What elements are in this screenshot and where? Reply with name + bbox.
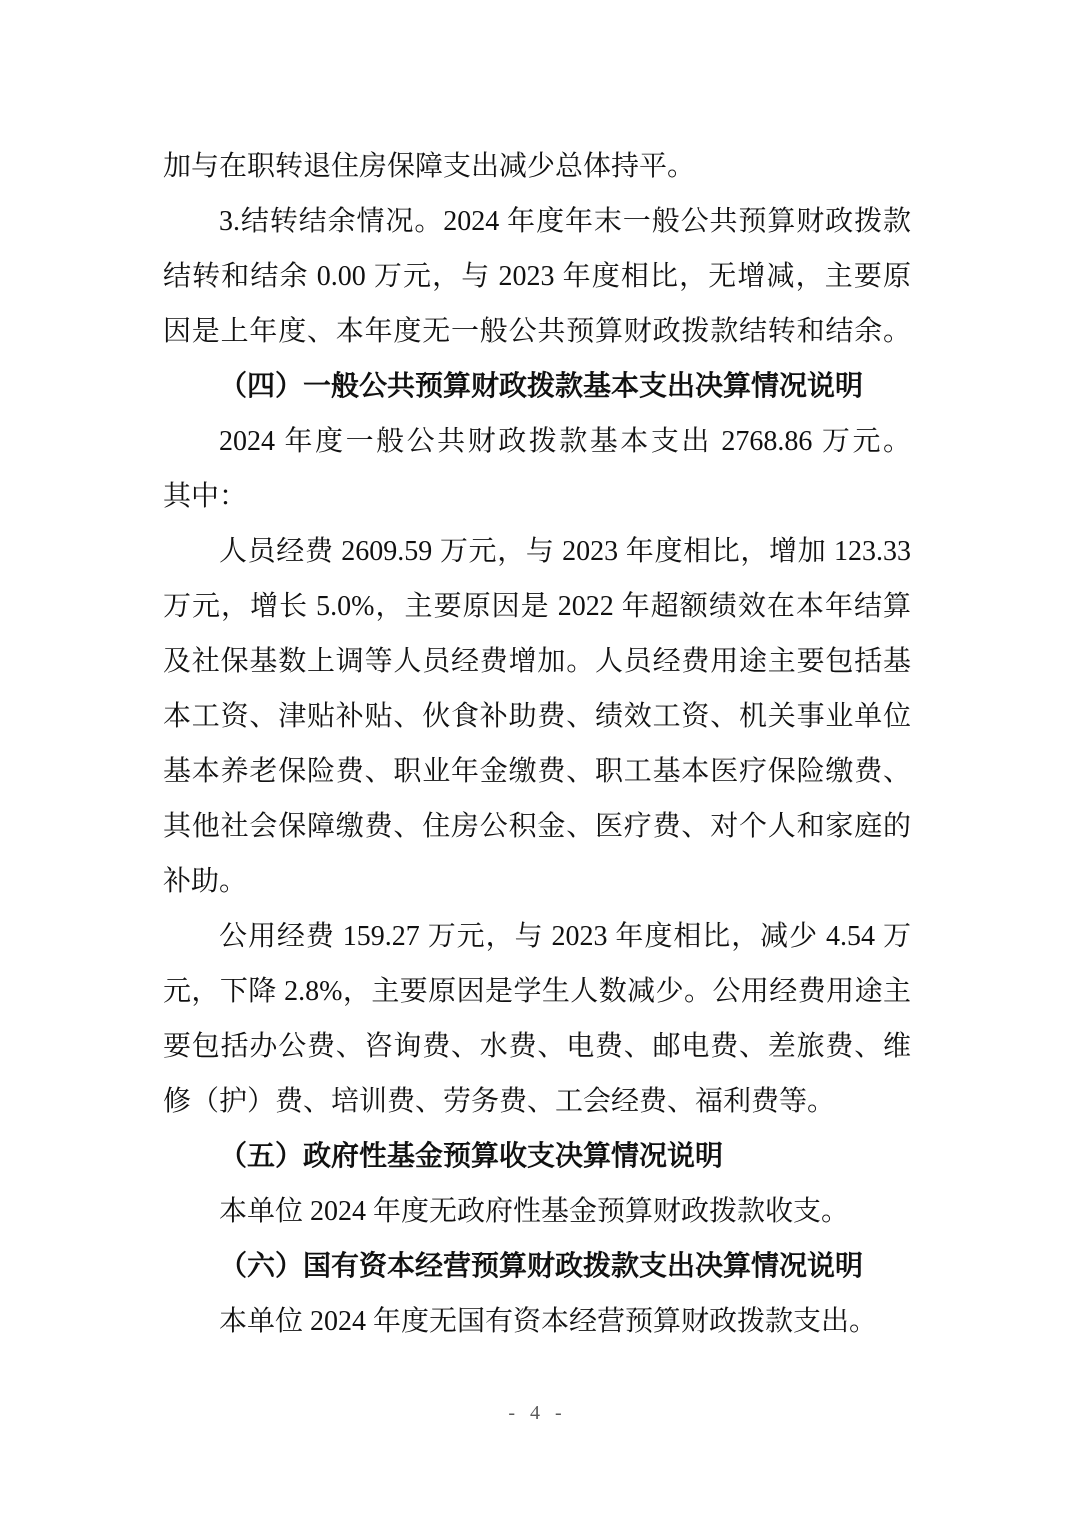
text-line: 结转和结余 0.00 万元，与 2023 年度相比，无增减，主要原: [163, 261, 911, 292]
section-heading: （六）国有资本经营预算财政拨款支出决算情况说明: [219, 1251, 864, 1282]
text-line: 加与在职转退住房保障支出减少总体持平。: [163, 151, 696, 182]
text-line: 修（护）费、培训费、劳务费、工会经费、福利费等。: [163, 1086, 836, 1117]
text-line: 及社保基数上调等人员经费增加。人员经费用途主要包括基: [163, 646, 911, 677]
section-heading: （五）政府性基金预算收支决算情况说明: [219, 1141, 724, 1172]
text-line: 元，下降 2.8%，主要原因是学生人数减少。公用经费用途主: [163, 976, 911, 1007]
document-body: [163, 139, 911, 1349]
page-number: - 4 -: [508, 1402, 567, 1424]
text-line: 2024 年度一般公共财政拨款基本支出 2768.86 万元。: [219, 426, 911, 457]
text-line: 本工资、津贴补贴、伙食补助费、绩效工资、机关事业单位: [163, 701, 911, 732]
text-line: 本单位 2024 年度无政府性基金预算财政拨款收支。: [219, 1196, 850, 1227]
text-line: 补助。: [163, 866, 248, 897]
text-line: 本单位 2024 年度无国有资本经营预算财政拨款支出。: [219, 1306, 878, 1337]
text-line: 其中：: [163, 481, 248, 512]
text-line: 公用经费 159.27 万元，与 2023 年度相比，减少 4.54 万: [219, 921, 911, 952]
text-line: 万元，增长 5.0%，主要原因是 2022 年超额绩效在本年结算: [163, 591, 911, 622]
text-line: 基本养老保险费、职业年金缴费、职工基本医疗保险缴费、: [163, 756, 911, 787]
text-line: 人员经费 2609.59 万元，与 2023 年度相比，增加 123.33: [219, 536, 911, 567]
text-line: 其他社会保障缴费、住房公积金、医疗费、对个人和家庭的: [163, 811, 911, 842]
text-line: 因是上年度、本年度无一般公共预算财政拨款结转和结余。: [163, 316, 911, 347]
text-line: 3.结转结余情况。2024 年度年末一般公共预算财政拨款: [219, 206, 911, 237]
section-heading: （四）一般公共预算财政拨款基本支出决算情况说明: [219, 371, 864, 402]
text-line: 要包括办公费、咨询费、水费、电费、邮电费、差旅费、维: [163, 1031, 911, 1062]
